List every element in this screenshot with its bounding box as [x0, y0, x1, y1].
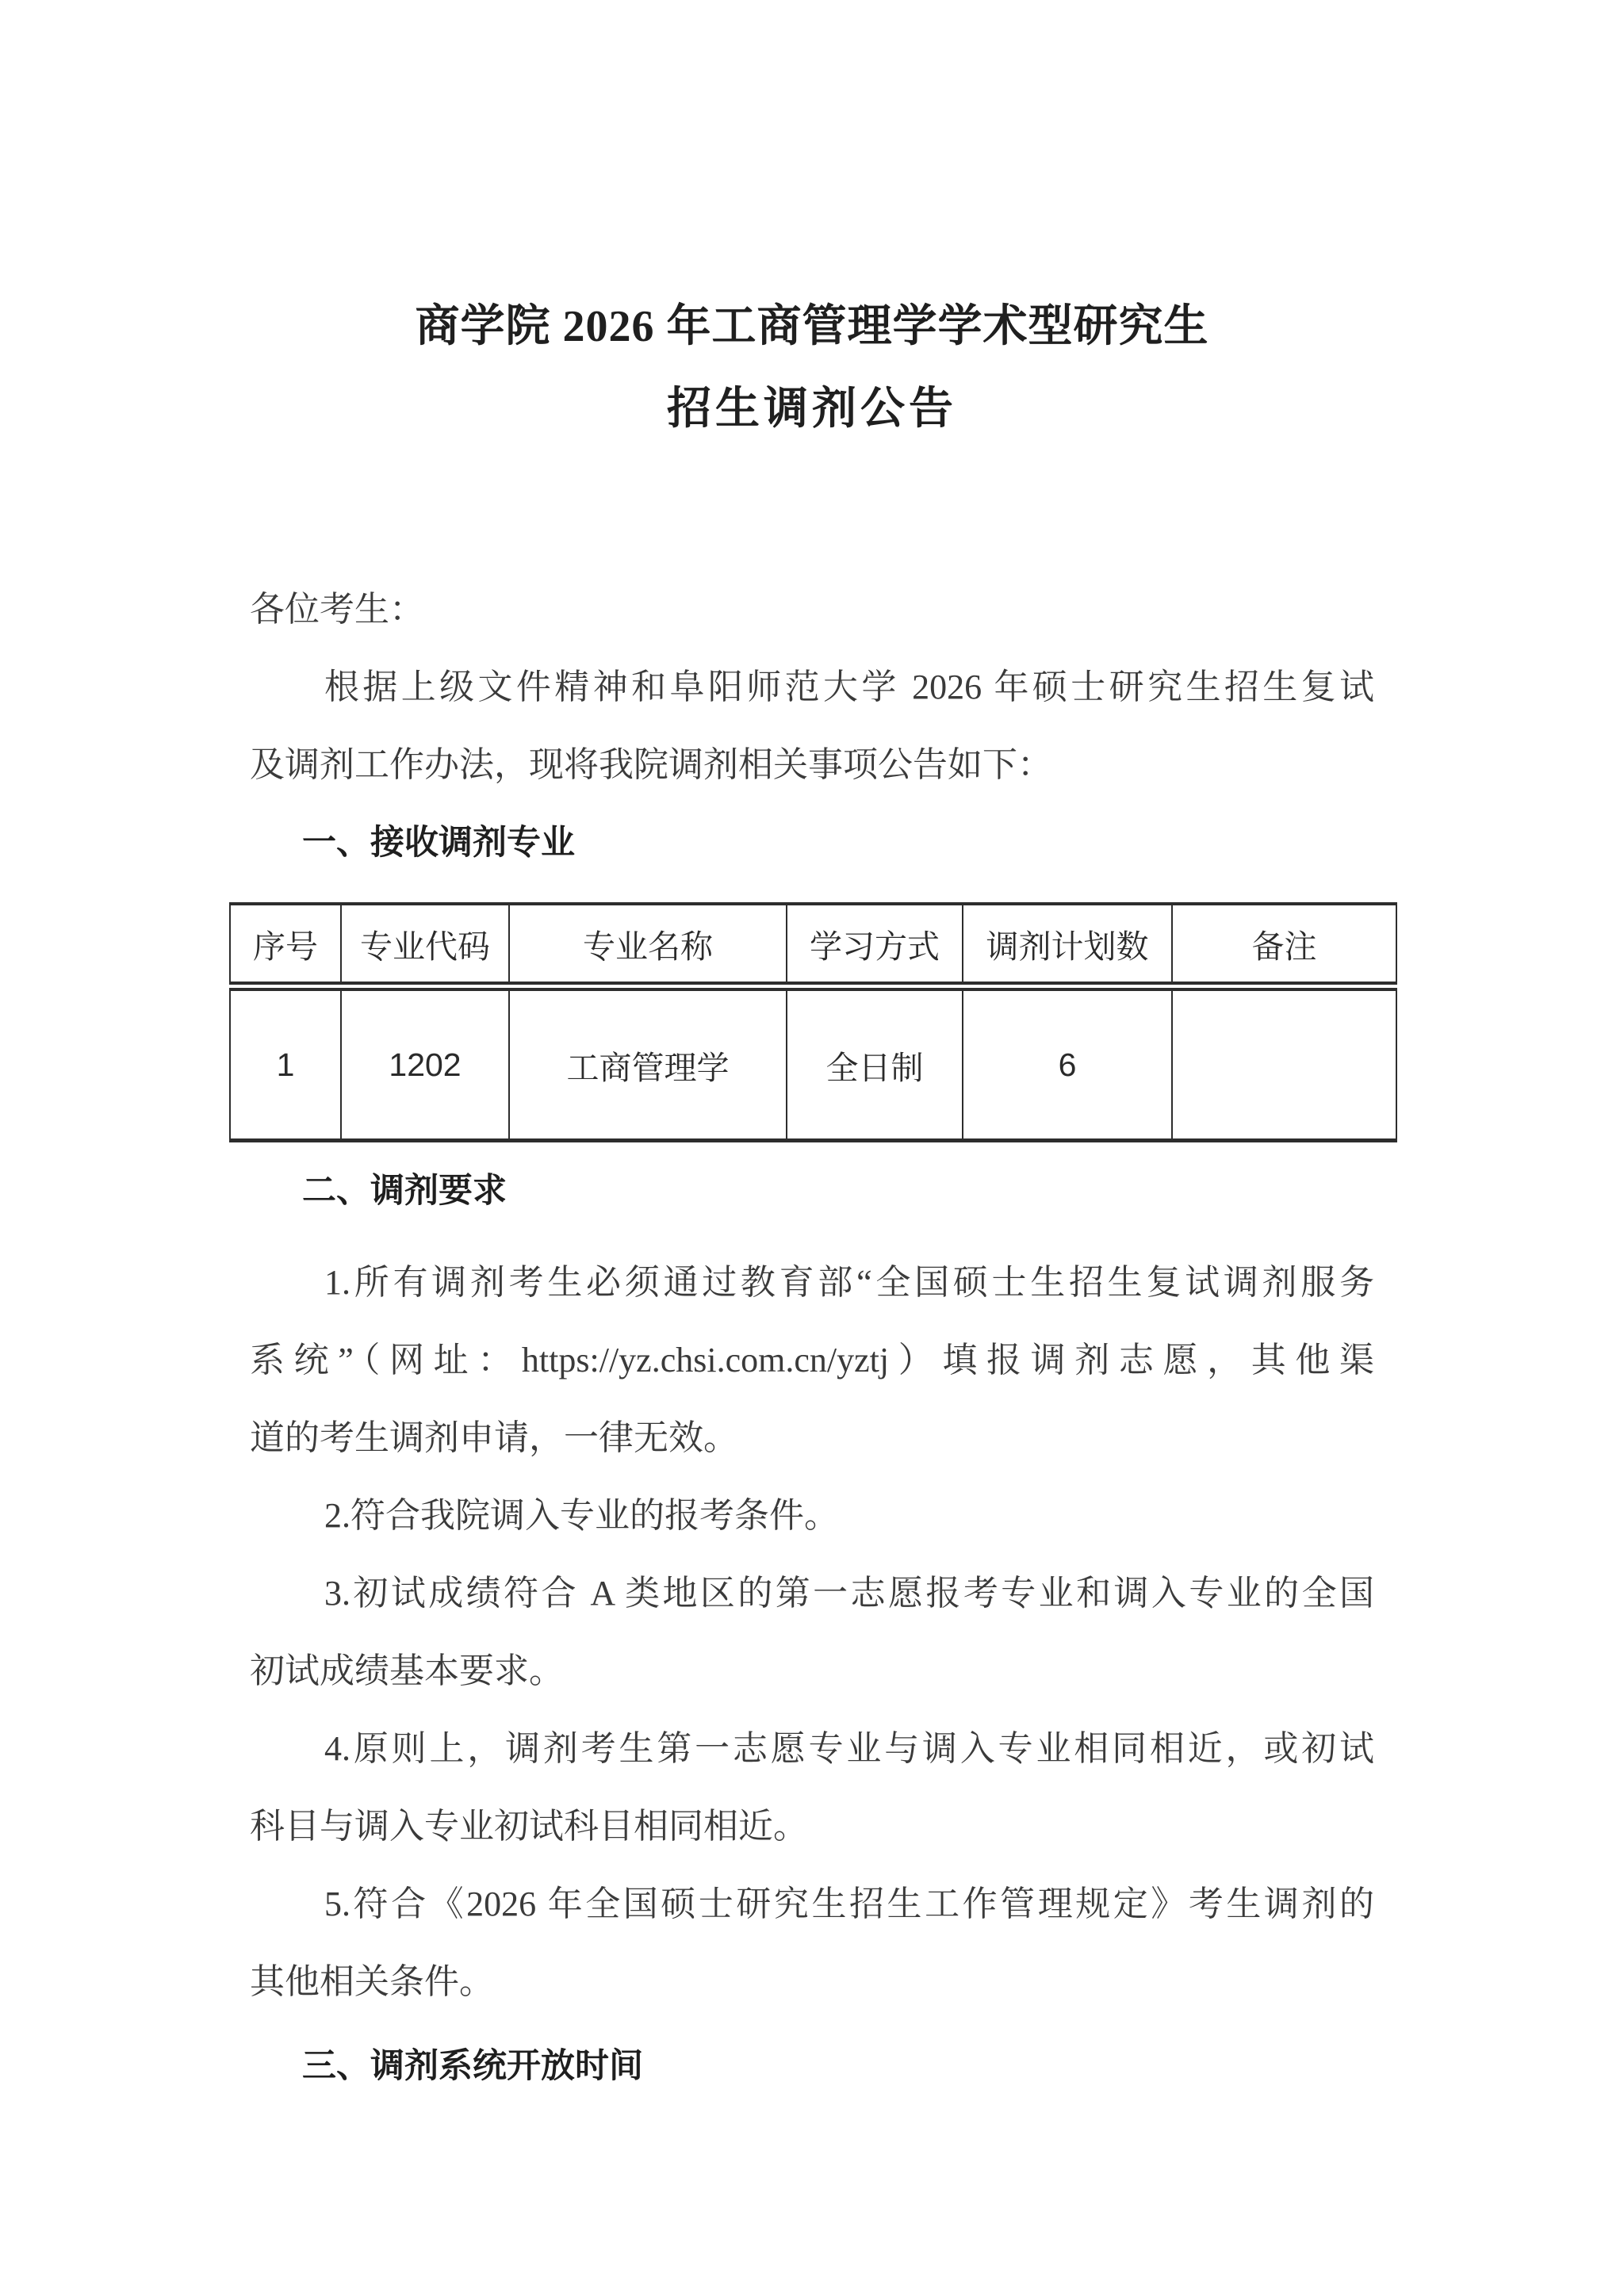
section-heading-3: 三、调剂系统开放时间: [302, 2047, 643, 2085]
body-line: 科目与调入专业初试科目相同相近。: [250, 1807, 808, 1846]
section-heading-2: 二、调剂要求: [302, 1172, 507, 1210]
body-line: 道的考生调剂申请，一律无效。: [250, 1418, 738, 1457]
column-header-quota: 调剂计划数: [963, 904, 1172, 986]
table-header-row: [230, 904, 1396, 986]
intro-line: 及调剂工作办法，现将我院调剂相关事项公告如下：: [250, 745, 1052, 784]
body-line: 3.初试成绩符合 A 类地区的第一志愿报考专业和调入专业的全国: [324, 1574, 1374, 1613]
column-header-index: 序号: [230, 904, 341, 986]
body-line: 1.所有调剂考生必须通过教育部“全国硕士生招生复试调剂服务: [324, 1263, 1374, 1302]
body-line: 初试成绩基本要求。: [250, 1651, 564, 1690]
table-row: [230, 986, 1396, 1141]
body-line: 2.符合我院调入专业的报考条件。: [324, 1496, 839, 1535]
admission-adjustment-table: [229, 902, 1397, 1142]
column-header-major-code: 专业代码: [341, 904, 509, 986]
cell-remarks: [1172, 986, 1396, 1141]
document-content: [250, 0, 1374, 2105]
title-line-2: 招生调剂公告: [667, 385, 957, 434]
body-line: 5.符合《2026 年全国硕士研究生招生工作管理规定》考生调剂的: [324, 1885, 1374, 1923]
section-heading-1: 一、接收调剂专业: [302, 824, 575, 862]
document-title: [250, 285, 1374, 450]
body-line: 4.原则上，调剂考生第一志愿专业与调入专业相同相近，或初试: [324, 1729, 1374, 1768]
cell-major-name: 工商管理学: [509, 986, 787, 1141]
body-line: 系统”（网址：https://yz.chsi.com.cn/yztj）填报调剂志愿，其他渠: [250, 1341, 1374, 1380]
cell-index: 1: [230, 986, 341, 1141]
intro-line: 根据上级文件精神和阜阳师范大学 2026 年硕士研究生招生复试: [324, 668, 1374, 706]
section-2-body: [250, 1244, 1374, 2021]
column-header-remarks: 备注: [1172, 904, 1396, 986]
body-line: 其他相关条件。: [250, 1962, 494, 2001]
cell-quota: 6: [963, 986, 1172, 1141]
salutation: 各位考生：: [250, 590, 424, 629]
cell-study-mode: 全日制: [787, 986, 963, 1141]
title-line-1: 商学院 2026 年工商管理学学术型研究生: [415, 302, 1209, 351]
document-body: [250, 571, 1374, 2105]
column-header-study-mode: 学习方式: [787, 904, 963, 986]
cell-major-code: 1202: [341, 986, 509, 1141]
column-header-major-name: 专业名称: [509, 904, 787, 986]
